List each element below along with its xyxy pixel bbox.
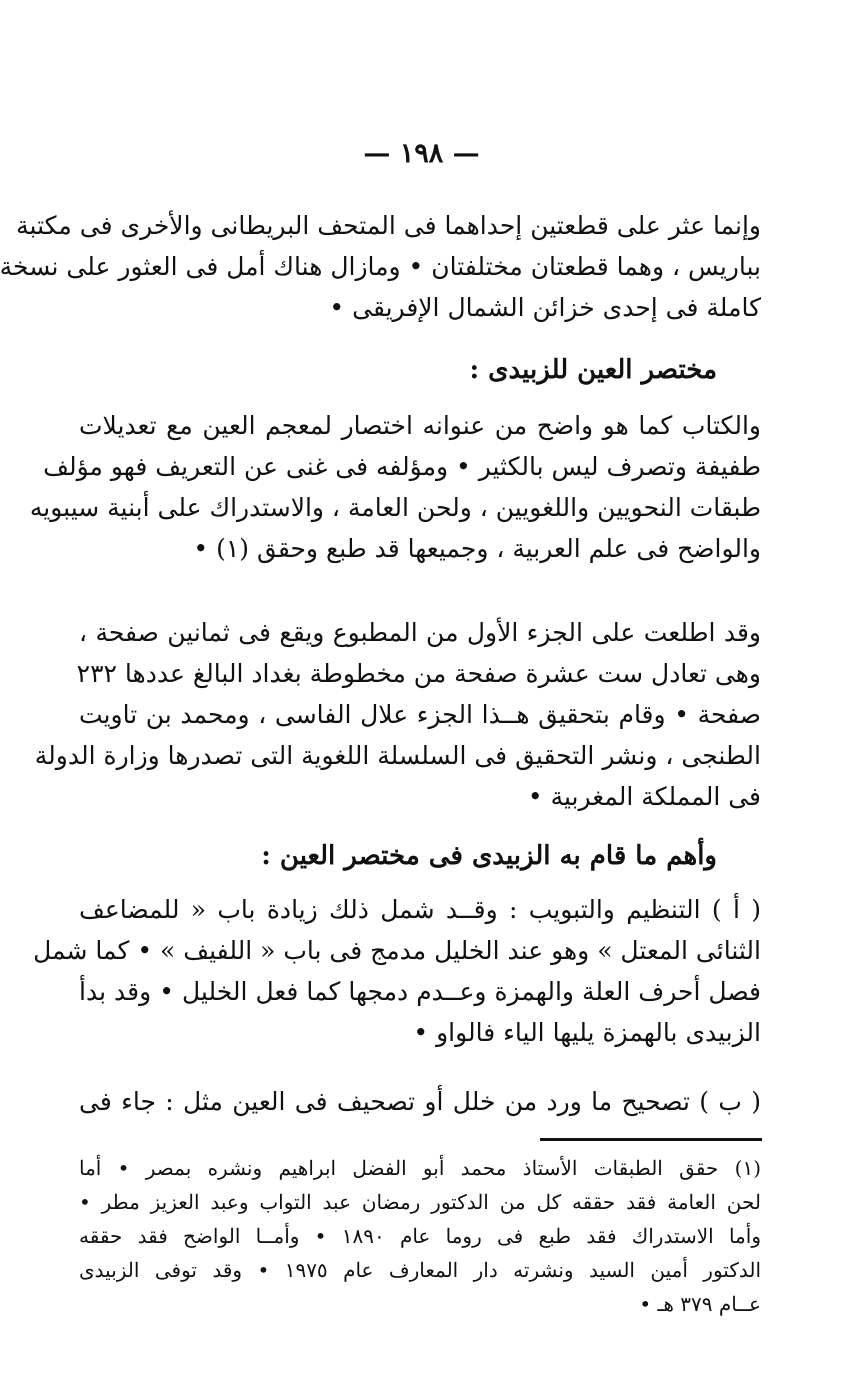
paragraph-line: الطنجى ، ونشر التحقيق فى السلسلة اللغوية التى تصدرها وزارة الدولة	[34, 741, 761, 770]
paragraph-line: طفيفة وتصرف ليس بالكثير • ومؤلفه فى غنى عن التعريف فهو مؤلف	[43, 452, 761, 481]
footnote-line: الدكتور أمين السيد ونشرته دار المعارف عام ١٩٧٥ • وقد توفى الزبيدى	[79, 1258, 761, 1282]
paragraph-line: ( ب ) تصحيح ما ورد من خلل أو تصحيف فى العين مثل : جاء فى	[79, 1087, 761, 1116]
paragraph-line: كاملة فى إحدى خزائن الشمال الإفريقى •	[329, 293, 761, 322]
paragraph-line: صفحة • وقام بتحقيق هــذا الجزء علال الفاسى ، ومحمد بن تاويت	[79, 700, 761, 729]
paragraph-line: ( أ ) التنظيم والتبويب : وقــد شمل ذلك زيادة باب « للمضاعف	[79, 895, 761, 924]
section-heading: مختصر العين للزبيدى :	[469, 355, 717, 385]
section-heading: وأهم ما قام به الزبيدى فى مختصر العين :	[261, 841, 717, 871]
paragraph-line: فى المملكة المغربية •	[527, 782, 761, 811]
paragraph-line: الزبيدى بالهمزة يليها الياء فالواو •	[413, 1018, 761, 1047]
footnote-line: عــام ٣٧٩ هـ •	[639, 1292, 761, 1316]
page-number: — ١٩٨ —	[363, 138, 480, 169]
paragraph-line: وإنما عثر على قطعتين إحداهما فى المتحف البريطانى والأخرى فى مكتبة	[16, 211, 761, 240]
footnote-line: لحن العامة فقد حققه كل من الدكتور رمضان عبد التواب وعبد العزيز مطر •	[79, 1190, 761, 1214]
paragraph-line: الثنائى المعتل » وهو عند الخليل مدمج فى باب « اللفيف » • كما شمل	[33, 936, 761, 965]
paragraph-line: وقد اطلعت على الجزء الأول من المطبوع ويقع فى ثمانين صفحة ،	[79, 618, 761, 647]
paragraph-line: بباريس ، وهما قطعتان مختلفتان • ومازال هناك أمل فى العثور على نسخة	[0, 252, 761, 281]
paragraph-line: فصل أحرف العلة والهمزة وعــدم دمجها كما فعل الخليل • وقد بدأ	[79, 977, 761, 1006]
footnote-line: وأما الاستدراك فقد طبع فى روما عام ١٨٩٠ • وأمــا الواضح فقد حققه	[79, 1224, 761, 1248]
paragraph-line: والواضح فى علم العربية ، وجميعها قد طبع وحقق (١) •	[193, 534, 761, 563]
paragraph-line: وهى تعادل ست عشرة صفحة من مخطوطة بغداد البالغ عددها ٢٣٢	[76, 659, 761, 688]
paragraph-line: والكتاب كما هو واضح من عنوانه اختصار لمعجم العين مع تعديلات	[79, 411, 761, 440]
paragraph-line: طبقات النحويين واللغويين ، ولحن العامة ، والاستدراك على أبنية سيبويه	[29, 493, 761, 522]
footnote-separator	[540, 1138, 762, 1141]
footnote-line: (١) حقق الطبقات الأستاذ محمد أبو الفضل ابراهيم ونشره بمصر • أما	[79, 1156, 761, 1180]
